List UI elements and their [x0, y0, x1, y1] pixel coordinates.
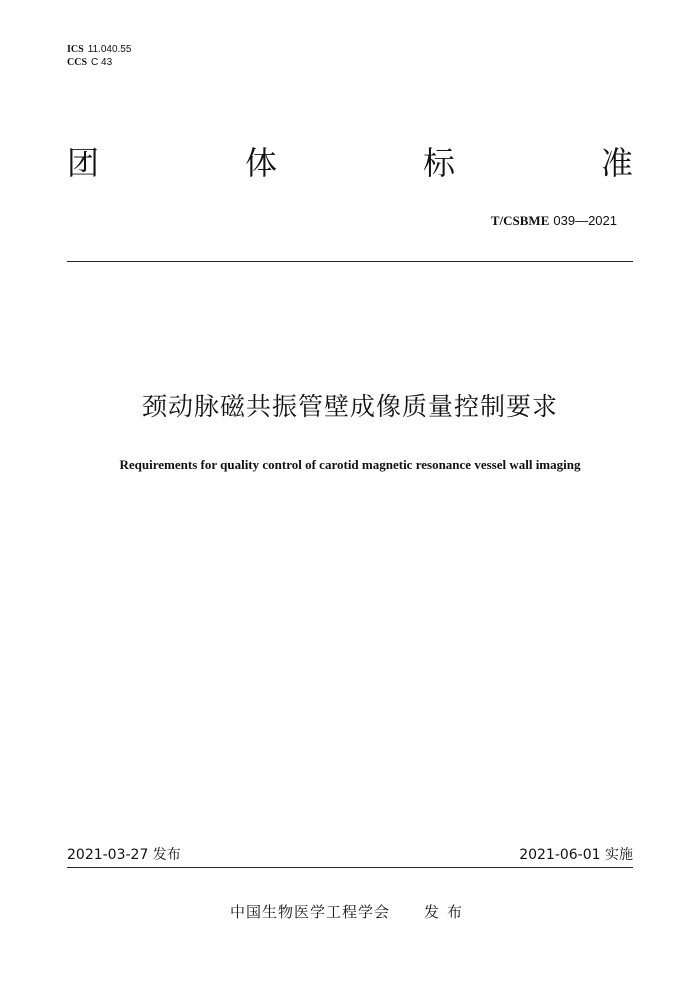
publisher — [0, 901, 700, 923]
publisher-organization: 中国生物医学工程学会 — [229, 903, 390, 921]
standard-number — [491, 212, 617, 231]
document-title-en: Requirements for quality control of carotid magnetic resonance vessel wall imaging — [119, 457, 581, 472]
standard-number-value: 039—2021 — [553, 213, 617, 228]
standard-number-prefix: T/CSBME — [490, 213, 550, 228]
standard-type-char: 团 — [67, 144, 100, 182]
publish-date: 2021-03-27 发布 — [67, 847, 181, 863]
document-title-cn: 颈动脉磁共振管壁成像质量控制要求 — [141, 392, 558, 421]
ics-label: ICS — [67, 44, 84, 55]
ics-line — [67, 44, 131, 56]
ccs-line — [67, 57, 112, 69]
implement-date: 2021-06-01 实施 — [519, 847, 633, 863]
standard-type-char: 标 — [422, 144, 455, 182]
footer-divider — [67, 867, 633, 868]
ccs-label: CCS — [67, 57, 88, 68]
header-divider — [67, 261, 633, 262]
standard-type-char: 准 — [600, 144, 633, 182]
standard-type-char: 体 — [244, 144, 277, 182]
publisher-action: 发布 — [424, 903, 471, 921]
standard-type-heading — [67, 143, 633, 183]
ics-value: 11.040.55 — [87, 44, 132, 55]
ccs-value: C 43 — [91, 57, 113, 68]
